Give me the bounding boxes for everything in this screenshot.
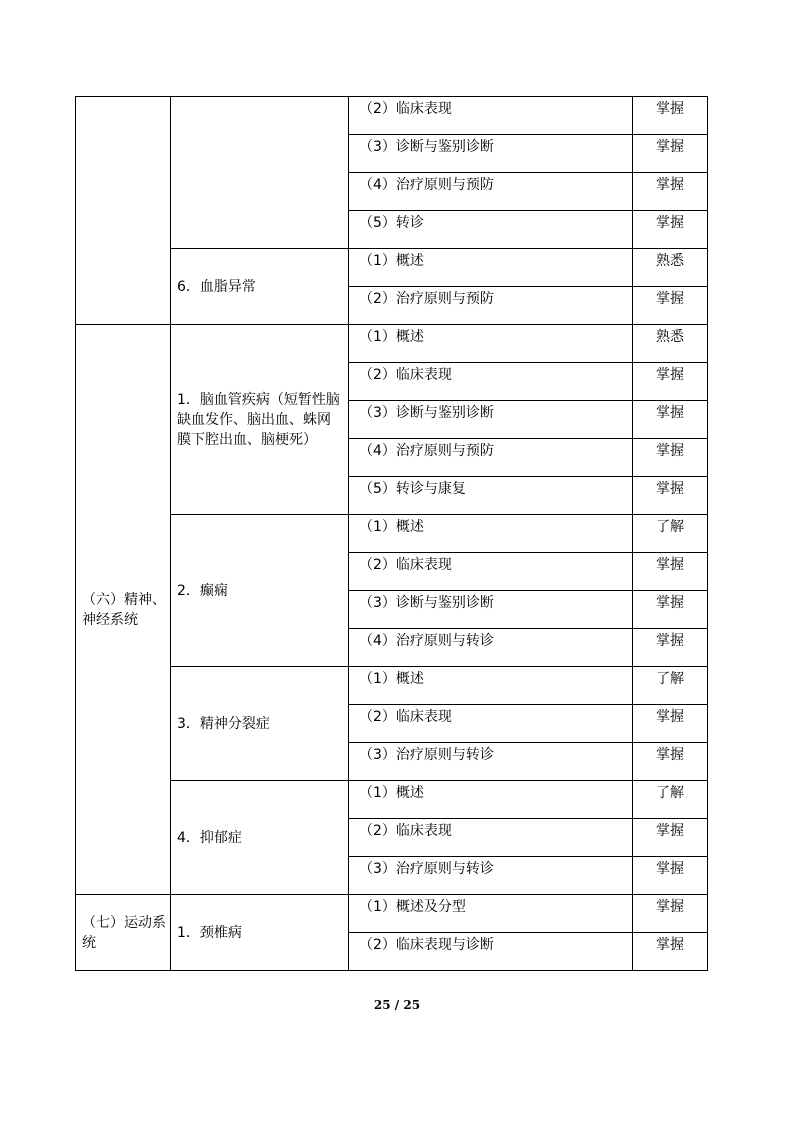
item-cell: （3）诊断与鉴别诊断: [349, 401, 633, 439]
topic-cell: 1．颈椎病: [171, 895, 349, 971]
item-cell: （2）临床表现与诊断: [349, 933, 633, 971]
item-cell: （1）概述: [349, 515, 633, 553]
item-cell: （1）概述及分型: [349, 895, 633, 933]
section-cell: （六）精神、神经系统: [76, 325, 171, 895]
page-number: 25 / 25: [373, 998, 421, 1012]
level-cell: 了解: [633, 781, 708, 819]
level-cell: 掌握: [633, 97, 708, 135]
item-cell: （2）临床表现: [349, 363, 633, 401]
item-cell: （1）概述: [349, 249, 633, 287]
level-cell: 掌握: [633, 743, 708, 781]
level-cell: 了解: [633, 515, 708, 553]
level-cell: 掌握: [633, 401, 708, 439]
item-cell: （3）治疗原则与转诊: [349, 857, 633, 895]
level-cell: 掌握: [633, 363, 708, 401]
level-cell: 掌握: [633, 287, 708, 325]
level-cell: 掌握: [633, 933, 708, 971]
level-cell: 熟悉: [633, 325, 708, 363]
table-row: [76, 97, 708, 135]
level-cell: 掌握: [633, 819, 708, 857]
table-row: [76, 325, 708, 363]
topic-cell: 2．癫痫: [171, 515, 349, 667]
table-row: [76, 781, 708, 819]
level-cell: 掌握: [633, 211, 708, 249]
item-cell: （2）治疗原则与预防: [349, 287, 633, 325]
item-cell: （2）临床表现: [349, 819, 633, 857]
section-cell-empty: [76, 97, 171, 325]
item-cell: （5）转诊: [349, 211, 633, 249]
item-cell: （2）临床表现: [349, 97, 633, 135]
level-cell: 掌握: [633, 629, 708, 667]
item-cell: （1）概述: [349, 325, 633, 363]
item-cell: （2）临床表现: [349, 553, 633, 591]
level-cell: 掌握: [633, 477, 708, 515]
item-cell: （4）治疗原则与预防: [349, 173, 633, 211]
table-row: [76, 515, 708, 553]
item-cell: （2）临床表现: [349, 705, 633, 743]
item-cell: （4）治疗原则与预防: [349, 439, 633, 477]
item-cell: （3）治疗原则与转诊: [349, 743, 633, 781]
table-row: [76, 895, 708, 933]
level-cell: 掌握: [633, 553, 708, 591]
level-cell: 熟悉: [633, 249, 708, 287]
topic-cell-empty: [171, 97, 349, 249]
syllabus-table: [75, 96, 708, 971]
topic-cell: 4．抑郁症: [171, 781, 349, 895]
topic-cell: 6．血脂异常: [171, 249, 349, 325]
level-cell: 掌握: [633, 173, 708, 211]
level-cell: 掌握: [633, 439, 708, 477]
item-cell: （3）诊断与鉴别诊断: [349, 591, 633, 629]
table-row: [76, 249, 708, 287]
level-cell: 掌握: [633, 591, 708, 629]
item-cell: （1）概述: [349, 781, 633, 819]
topic-cell: 1．脑血管疾病（短暂性脑缺血发作、脑出血、蛛网膜下腔出血、脑梗死）: [171, 325, 349, 515]
item-cell: （3）诊断与鉴别诊断: [349, 135, 633, 173]
level-cell: 掌握: [633, 857, 708, 895]
level-cell: 了解: [633, 667, 708, 705]
topic-cell: 3．精神分裂症: [171, 667, 349, 781]
item-cell: （4）治疗原则与转诊: [349, 629, 633, 667]
level-cell: 掌握: [633, 135, 708, 173]
section-cell: （七）运动系统: [76, 895, 171, 971]
level-cell: 掌握: [633, 705, 708, 743]
table-row: [76, 667, 708, 705]
level-cell: 掌握: [633, 895, 708, 933]
item-cell: （1）概述: [349, 667, 633, 705]
item-cell: （5）转诊与康复: [349, 477, 633, 515]
